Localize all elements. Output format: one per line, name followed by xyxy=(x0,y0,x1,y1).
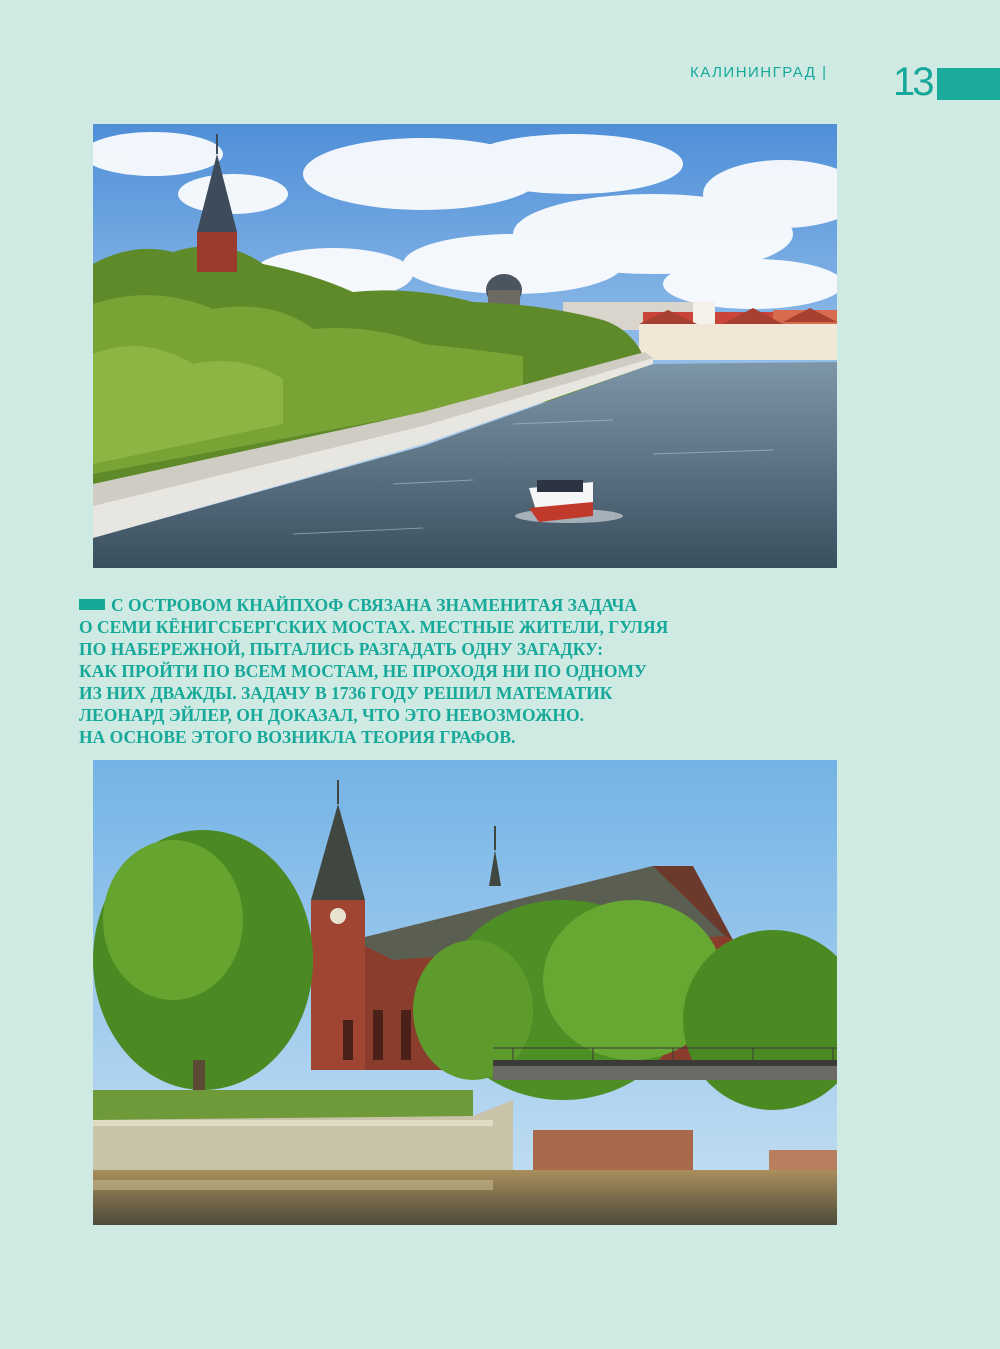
caption-marker xyxy=(79,599,105,610)
caption-line: ЛЕОНАРД ЭЙЛЕР, ОН ДОКАЗАЛ, ЧТО ЭТО НЕВОЗМОЖНО. xyxy=(79,705,585,725)
caption-line: НА ОСНОВЕ ЭТОГО ВОЗНИКЛА ТЕОРИЯ ГРАФОВ. xyxy=(79,727,516,747)
photo-pregolya-embankment xyxy=(93,124,837,568)
caption-line: С ОСТРОВОМ КНАЙПХОФ СВЯЗАНА ЗНАМЕНИТАЯ ЗАДАЧА xyxy=(79,594,699,616)
photo-koenigsberg-cathedral xyxy=(93,760,837,1225)
caption-line: О СЕМИ КЁНИГСБЕРГСКИХ МОСТАХ. МЕСТНЫЕ ЖИТЕЛИ, ГУЛЯЯ xyxy=(79,617,669,637)
section-title: КАЛИНИНГРАД | xyxy=(690,64,828,81)
page-number-tab xyxy=(937,68,1000,100)
caption-line: ПО НАБЕРЕЖНОЙ, ПЫТАЛИСЬ РАЗГАДАТЬ ОДНУ ЗАГАДКУ: xyxy=(79,639,604,659)
caption-line: КАК ПРОЙТИ ПО ВСЕМ МОСТАМ, НЕ ПРОХОДЯ НИ ПО ОДНОМУ xyxy=(79,661,647,681)
caption-line: ИЗ НИХ ДВАЖДЫ. ЗАДАЧУ В 1736 ГОДУ РЕШИЛ МАТЕМАТИК xyxy=(79,683,613,703)
caption-text xyxy=(79,594,699,748)
page-number: 13 xyxy=(893,60,932,104)
